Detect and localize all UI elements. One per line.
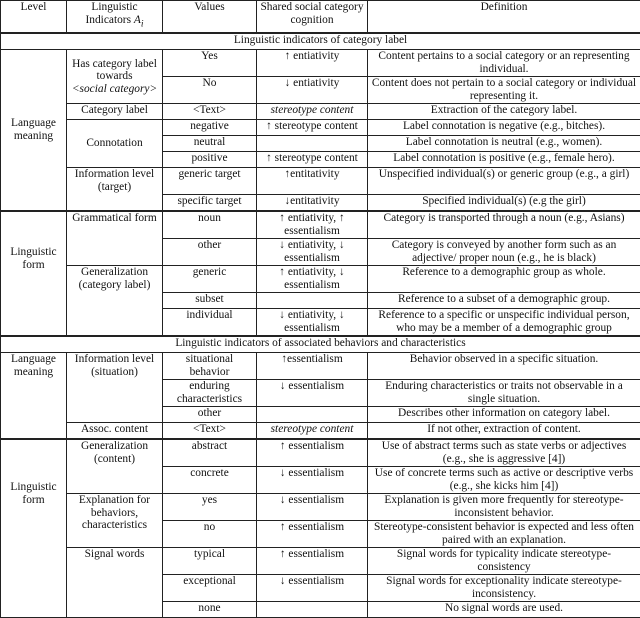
level-cell: Language meaning <box>1 50 67 212</box>
indicator-cell: Explanation for behaviors, characteristics <box>67 494 163 548</box>
value-cell: none <box>163 602 257 618</box>
value-cell: other <box>163 407 257 423</box>
table-row <box>1 494 640 521</box>
indicator-cell: Grammatical form <box>67 211 163 266</box>
value-cell: generic <box>163 266 257 293</box>
section-title: Linguistic indicators of category label <box>1 33 640 50</box>
value-cell: <Text> <box>163 423 257 440</box>
table-row <box>1 120 640 136</box>
value-cell: exceptional <box>163 575 257 602</box>
value-cell: enduring characteristics <box>163 380 257 407</box>
definition-cell: Stereotype-consistent behavior is expected and less often paired with an explanation. <box>368 521 640 548</box>
value-cell: abstract <box>163 439 257 467</box>
value-cell: typical <box>163 548 257 575</box>
definition-cell: No signal words are used. <box>368 602 640 618</box>
header-row <box>1 1 640 34</box>
definition-cell: Unspecified individual(s) or generic group (e.g., a girl) <box>368 168 640 195</box>
definition-cell: Describes other information on category label. <box>368 407 640 423</box>
indicator-cell: Generalization (content) <box>67 439 163 494</box>
cognition-cell: stereotype content <box>257 104 368 120</box>
table-row <box>1 548 640 575</box>
definition-cell: If not other, extraction of content. <box>368 423 640 440</box>
cognition-cell: ↓ entiativity <box>257 77 368 104</box>
indicator-cell: Category label <box>67 104 163 120</box>
table-row <box>1 104 640 120</box>
definition-cell: Content pertains to a social category or an representing individual. <box>368 50 640 77</box>
definition-cell: Reference to a specific or unspecific individual person, who may be a member of a demographic group <box>368 309 640 337</box>
cognition-cell: ↓ essentialism <box>257 575 368 602</box>
table-row <box>1 50 640 77</box>
cognition-cell: ↓entitativity <box>257 195 368 212</box>
value-cell: no <box>163 521 257 548</box>
cognition-cell: ↑ essentialism <box>257 548 368 575</box>
definition-cell: Label connotation is neutral (e.g., women). <box>368 136 640 152</box>
table-row <box>1 439 640 467</box>
header-values: Values <box>163 1 257 34</box>
definition-cell: Content does not pertain to a social category or individual representing it. <box>368 77 640 104</box>
value-cell: positive <box>163 152 257 168</box>
value-cell: subset <box>163 293 257 309</box>
definition-cell: Signal words for exceptionality indicate stereotype-inconsistency. <box>368 575 640 602</box>
table-row <box>1 353 640 380</box>
cognition-cell: ↓ entiativity, ↓ essentialism <box>257 309 368 337</box>
cognition-cell: ↑ essentialism <box>257 439 368 467</box>
definition-cell: Label connotation is positive (e.g., female hero). <box>368 152 640 168</box>
indicator-cell: Signal words <box>67 548 163 618</box>
level-cell: Linguistic form <box>1 439 67 618</box>
table-row <box>1 423 640 440</box>
cognition-cell: ↑ stereotype content <box>257 152 368 168</box>
value-cell: yes <box>163 494 257 521</box>
header-level: Level <box>1 1 67 34</box>
table-row <box>1 266 640 293</box>
cognition-cell: ↑ entiativity, ↑ essentialism <box>257 211 368 239</box>
level-cell: Linguistic form <box>1 211 67 336</box>
definition-cell: Reference to a subset of a demographic group. <box>368 293 640 309</box>
value-cell: <Text> <box>163 104 257 120</box>
cognition-cell: ↓ essentialism <box>257 467 368 494</box>
cognition-cell: ↑ entiativity, ↓ essentialism <box>257 266 368 293</box>
definition-cell: Enduring characteristics or traits not observable in a single situation. <box>368 380 640 407</box>
header-definition: Definition <box>368 1 640 34</box>
definition-cell: Signal words for typicality indicate stereotype-consistency <box>368 548 640 575</box>
value-cell: specific target <box>163 195 257 212</box>
table-row <box>1 168 640 195</box>
value-cell: No <box>163 77 257 104</box>
cognition-cell <box>257 293 368 309</box>
definition-cell: Reference to a demographic group as whole. <box>368 266 640 293</box>
cognition-cell: ↑ essentialism <box>257 521 368 548</box>
level-cell: Language meaning <box>1 353 67 440</box>
cognition-cell: ↑essentialism <box>257 353 368 380</box>
indicator-cell: Has category label towards <social category> <box>67 50 163 104</box>
value-cell: situational behavior <box>163 353 257 380</box>
indicator-cell: Information level (target) <box>67 168 163 212</box>
definition-cell: Behavior observed in a specific situation. <box>368 353 640 380</box>
value-cell: noun <box>163 211 257 239</box>
definition-cell: Category is transported through a noun (e.g., Asians) <box>368 211 640 239</box>
definition-cell: Use of concrete terms such as active or descriptive verbs (e.g., she kicks him [4]) <box>368 467 640 494</box>
definition-cell: Explanation is given more frequently for stereotype-inconsistent behavior. <box>368 494 640 521</box>
cognition-cell: ↓ entiativity, ↓ essentialism <box>257 239 368 266</box>
indicator-cell: Assoc. content <box>67 423 163 440</box>
cognition-cell <box>257 136 368 152</box>
definition-cell: Category is conveyed by another form such as an adjective/ proper noun (e.g., he is black) <box>368 239 640 266</box>
value-cell: concrete <box>163 467 257 494</box>
header-cognition: Shared social category cognition <box>257 1 368 34</box>
cognition-cell <box>257 407 368 423</box>
header-indicators: Linguistic Indicators $A_i$ <box>67 1 163 34</box>
cognition-cell: ↓ essentialism <box>257 494 368 521</box>
value-cell: neutral <box>163 136 257 152</box>
cognition-cell: ↑entitativity <box>257 168 368 195</box>
value-cell: generic target <box>163 168 257 195</box>
definition-cell: Label connotation is negative (e.g., bitches). <box>368 120 640 136</box>
definition-cell: Specified individual(s) (e.g the girl) <box>368 195 640 212</box>
cognition-cell: ↑ entiativity <box>257 50 368 77</box>
indicator-cell: Connotation <box>67 120 163 168</box>
value-cell: individual <box>163 309 257 337</box>
value-cell: other <box>163 239 257 266</box>
table-row <box>1 211 640 239</box>
cognition-cell: stereotype content <box>257 423 368 440</box>
indicator-cell: Generalization (category label) <box>67 266 163 337</box>
definition-cell: Use of abstract terms such as state verbs or adjectives (e.g., she is aggressive [4]) <box>368 439 640 467</box>
cognition-cell: ↑ stereotype content <box>257 120 368 136</box>
value-cell: negative <box>163 120 257 136</box>
section-title: Linguistic indicators of associated behaviors and characteristics <box>1 336 640 353</box>
cognition-cell: ↓ essentialism <box>257 380 368 407</box>
indicator-cell: Information level (situation) <box>67 353 163 423</box>
cognition-cell <box>257 602 368 618</box>
value-cell: Yes <box>163 50 257 77</box>
definition-cell: Extraction of the category label. <box>368 104 640 120</box>
